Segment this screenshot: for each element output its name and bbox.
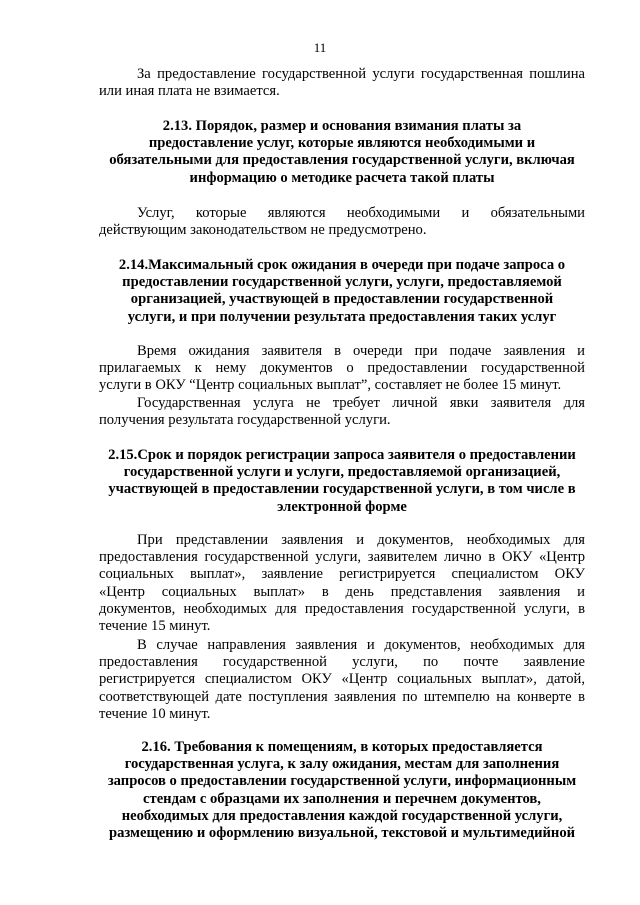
heading-line: организацией, участвующей в предоставлении государственной	[130, 291, 554, 308]
section-2-13-paragraph	[99, 205, 585, 239]
heading-line: обязательными для предоставления государственной услуги, включая	[109, 152, 575, 169]
section-2-14-paragraph-1	[99, 343, 585, 395]
heading-line: стендам с образцами их заполнения и перечнем документов,	[143, 790, 541, 807]
paragraph-line: Время ожидания заявителя в очереди при подаче заявления и	[137, 343, 585, 359]
paragraph-line: документов, необходимых для предоставления государственной услуги, в	[99, 600, 585, 617]
paragraph-line: услуги в ОКУ “Центр социальных выплат”, составляет не более 15 минут.	[99, 377, 562, 394]
paragraph-line: Услуг, которые являются необходимыми и обязательными	[137, 205, 585, 221]
heading-line: информацию о методике расчета такой платы	[189, 169, 495, 186]
paragraph-line: течение 15 минут.	[99, 618, 211, 635]
paragraph-line: регистрируется специалистом ОКУ «Центр социальных выплат», датой,	[99, 671, 585, 688]
paragraph-line: При представлении заявления и документов, необходимых для	[137, 532, 585, 548]
heading-line: государственной услуги и услуги, предоставляемой организацией,	[123, 464, 561, 481]
page-number: 11	[313, 40, 327, 55]
section-2-15-heading	[99, 447, 585, 516]
section-2-14-heading	[99, 257, 585, 326]
paragraph-line: прилагаемых к нему документов о предоставлении государственной	[99, 360, 585, 377]
section-2-15-paragraph-2	[99, 637, 585, 723]
heading-line: участвующей в предоставлении государственной услуги, в том числе в	[108, 481, 576, 498]
paragraph-line: За предоставление государственной услуги государственная пошлина	[137, 66, 585, 82]
fee-paragraph	[99, 66, 585, 100]
heading-line: 2.15.Срок и порядок регистрации запроса заявителя о предоставлении	[108, 447, 576, 463]
heading-line: 2.14.Максимальный срок ожидания в очереди при подаче запроса о	[118, 257, 566, 273]
heading-line: услуги, и при получении результата предоставления таких услуг	[127, 308, 557, 325]
heading-line: государственная услуга, к залу ожидания, местам для заполнения	[124, 756, 560, 773]
section-2-16-heading	[99, 739, 585, 842]
paragraph-line: Государственная услуга не требует личной явки заявителя для	[137, 395, 585, 411]
section-2-13-heading	[99, 118, 585, 187]
paragraph-line: предоставления государственной услуги, заявителем лично в ОКУ «Центр	[99, 549, 585, 566]
paragraph-line: действующим законодательством не предусмотрено.	[99, 222, 427, 239]
paragraph-line: течение 10 минут.	[99, 705, 211, 722]
paragraph-line: В случае направления заявления и документов, необходимых для	[137, 637, 585, 653]
heading-line: запросов о предоставлении государственной услуги, информационным	[107, 773, 577, 790]
heading-line: предоставление услуг, которые являются необходимыми и	[148, 135, 536, 152]
heading-line: необходимых для предоставления каждой государственной услуги,	[121, 807, 563, 824]
heading-line: предоставлении государственной услуги, услуги, предоставляемой	[122, 274, 562, 291]
section-2-14-paragraph-2	[99, 395, 585, 429]
paragraph-line: предоставления государственной услуги, по почте заявление	[99, 654, 585, 671]
section-2-15-paragraph-1	[99, 532, 585, 635]
paragraph-line: социальных выплат», заявление регистрируется специалистом ОКУ	[99, 566, 585, 583]
heading-line: электронной форме	[277, 498, 407, 515]
paragraph-line: «Центр социальных выплат» в день представления заявления и	[99, 583, 585, 600]
heading-line: размещению и оформлению визуальной, текстовой и мультимедийной	[108, 825, 576, 842]
paragraph-line: или иная плата не взимается.	[99, 83, 280, 100]
paragraph-line: соответствующей дате поступления заявления по штемпелю на конверте в	[99, 688, 585, 705]
heading-line: 2.16. Требования к помещениям, в которых предоставляется	[141, 739, 543, 755]
heading-line: 2.13. Порядок, размер и основания взимания платы за	[162, 118, 522, 134]
paragraph-line: получения результата государственной услуги.	[99, 412, 391, 429]
